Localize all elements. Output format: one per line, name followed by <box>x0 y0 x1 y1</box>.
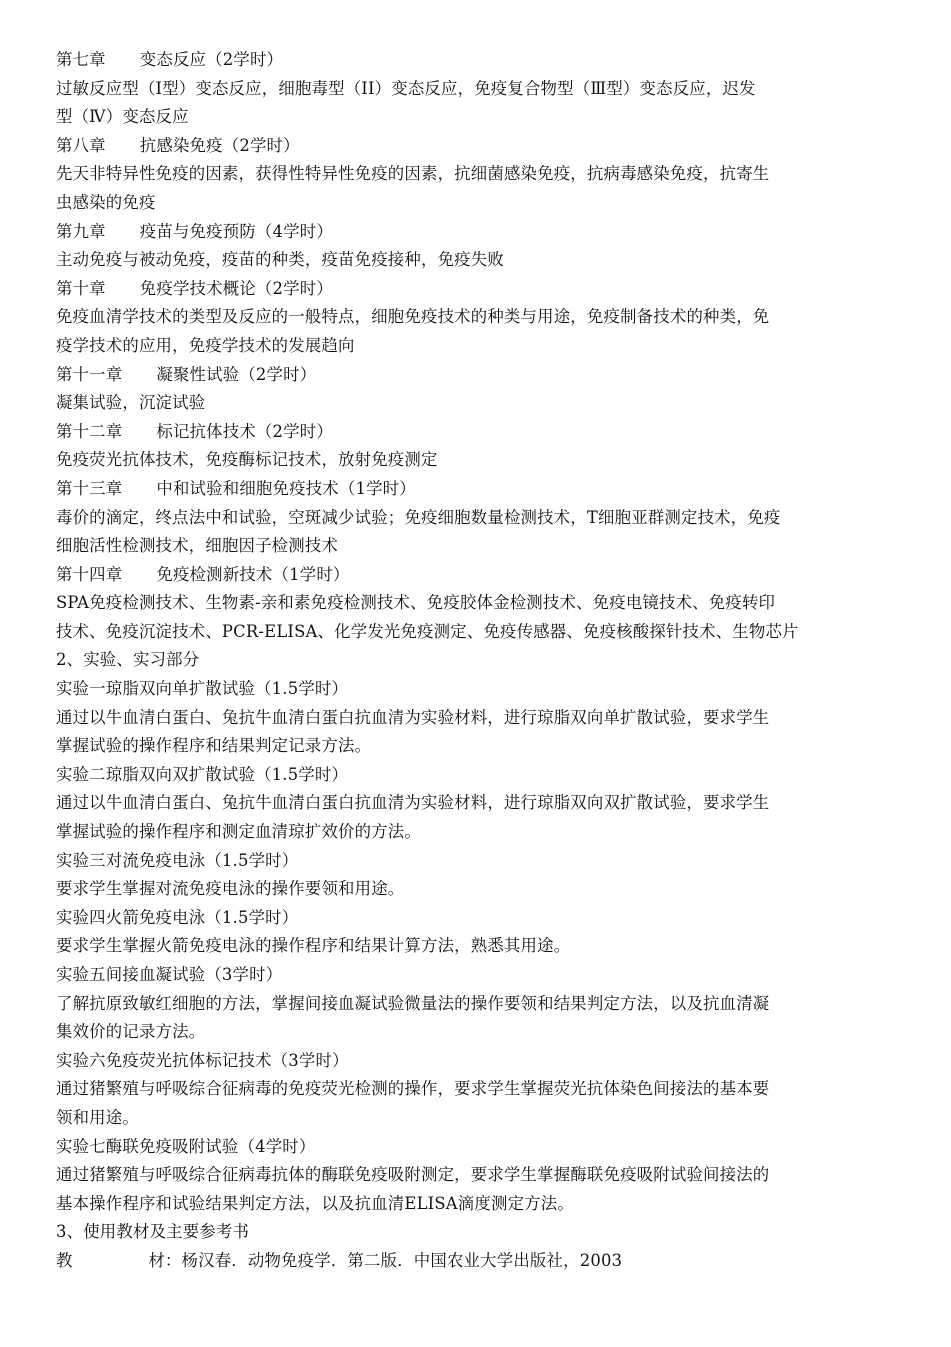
chapter-text-line: 先天非特异性免疫的因素，获得性特异性免疫的因素，抗细菌感染免疫，抗病毒感染免疫，抗寄生 <box>56 164 770 184</box>
textbook-label: 教 材： <box>56 1250 182 1270</box>
chapter-heading <box>56 418 896 447</box>
chapter-text-line: 型（Ⅳ）变态反应 <box>56 107 189 127</box>
chapter-heading <box>56 361 896 390</box>
experiment-title: 实验五间接血凝试验（3学时） <box>56 965 283 984</box>
experiment-title: 实验二琼脂双向双扩散试验（1.5学时） <box>56 764 349 784</box>
experiment-3 <box>56 847 896 904</box>
experiment-7 <box>56 1133 896 1219</box>
document-page <box>56 46 896 1276</box>
experiment-text-line: 了解抗原致敏红细胞的方法，掌握间接血凝试验微量法的操作要领和结果判定方法，以及抗血清凝 <box>56 993 770 1013</box>
experiment-title: 实验一琼脂双向单扩散试验（1.5学时） <box>56 679 349 699</box>
textbook-value: 杨汉春．动物免疫学．第二版．中国农业大学出版社，2003 <box>181 1250 623 1270</box>
chapter-text-line: 细胞活性检测技术，细胞因子检测技术 <box>56 536 339 556</box>
experiment-1 <box>56 675 896 761</box>
experiment-text-line: 通过以牛血清白蛋白、兔抗牛血清白蛋白抗血清为实验材料，进行琼脂双向单扩散试验，要求学生 <box>56 707 770 727</box>
chapter-number: 第十三章 <box>56 478 123 498</box>
chapter-number: 第七章 <box>56 50 106 69</box>
chapter-9 <box>56 218 896 275</box>
chapter-title: 中和试验和细胞免疫技术（1学时） <box>156 478 416 498</box>
experiment-title: 实验六免疫荧光抗体标记技术（3学时） <box>56 1050 349 1070</box>
experiment-4 <box>56 904 896 961</box>
chapter-number: 第十四章 <box>56 564 123 584</box>
chapter-text-line: 过敏反应型（Ⅰ型）变态反应，细胞毒型（II）变态反应，免疫复合物型（Ⅲ型）变态反应，迟发 <box>56 78 756 98</box>
experiment-text-line: 通过猪繁殖与呼吸综合征病毒抗体的酶联免疫吸附测定，要求学生掌握酶联免疫吸附试验间接法的 <box>56 1165 770 1185</box>
chapter-text-line: 疫学技术的应用，免疫学技术的发展趋向 <box>56 335 355 355</box>
chapter-13 <box>56 475 896 561</box>
chapter-heading <box>56 218 896 247</box>
chapter-text-line: 免疫血清学技术的类型及反应的一般特点，细胞免疫技术的种类与用途，免疫制备技术的种类，免 <box>56 307 770 327</box>
experiment-text-line: 掌握试验的操作程序和结果判定记录方法。 <box>56 736 372 756</box>
chapter-number: 第八章 <box>56 135 106 155</box>
section-heading: 2、实验、实习部分 <box>56 650 200 670</box>
chapter-heading <box>56 475 896 504</box>
experiment-title: 实验四火箭免疫电泳（1.5学时） <box>56 907 299 927</box>
chapter-12 <box>56 418 896 475</box>
chapter-number: 第九章 <box>56 221 106 241</box>
experiment-text-line: 要求学生掌握对流免疫电泳的操作要领和用途。 <box>56 879 405 899</box>
textbook-entry <box>56 1247 896 1276</box>
experiment-text-line: 掌握试验的操作程序和测定血清琼扩效价的方法。 <box>56 822 421 842</box>
chapter-number: 第十二章 <box>56 421 123 441</box>
chapter-text-line: 凝集试验，沉淀试验 <box>56 393 206 413</box>
experiment-text-line: 通过猪繁殖与呼吸综合征病毒的免疫荧光检测的操作，要求学生掌握荧光抗体染色间接法的基本要 <box>56 1079 770 1099</box>
chapter-text-line: 免疫荧光抗体技术，免疫酶标记技术，放射免疫测定 <box>56 450 438 470</box>
experiment-2 <box>56 761 896 847</box>
experiment-title: 实验七酶联免疫吸附试验（4学时） <box>56 1136 316 1156</box>
chapter-title: 抗感染免疫（2学时） <box>139 135 300 155</box>
experiment-text-line: 领和用途。 <box>56 1107 139 1127</box>
experiment-5 <box>56 961 896 1047</box>
experiment-text-line: 通过以牛血清白蛋白、兔抗牛血清白蛋白抗血清为实验材料，进行琼脂双向双扩散试验，要求学生 <box>56 793 770 813</box>
experiment-text-line: 集效价的记录方法。 <box>56 1022 206 1042</box>
experiment-text-line: 基本操作程序和试验结果判定方法，以及抗血清ELISA滴度测定方法。 <box>56 1193 574 1213</box>
chapter-title: 变态反应（2学时） <box>139 50 284 69</box>
chapter-heading <box>56 132 896 161</box>
chapter-title: 免疫检测新技术（1学时） <box>156 564 350 584</box>
chapter-number: 第十一章 <box>56 364 123 384</box>
chapter-heading <box>56 561 896 590</box>
chapter-10 <box>56 275 896 361</box>
chapter-text-line: SPA免疫检测技术、生物素-亲和素免疫检测技术、免疫胶体金检测技术、免疫电镜技术、免疫转印 <box>56 593 776 613</box>
chapter-8 <box>56 132 896 218</box>
chapter-14 <box>56 561 896 647</box>
chapter-11 <box>56 361 896 418</box>
chapter-text-line: 主动免疫与被动免疫，疫苗的种类，疫苗免疫接种，免疫失败 <box>56 250 504 270</box>
experiment-text-line: 要求学生掌握火箭免疫电泳的操作程序和结果计算方法，熟悉其用途。 <box>56 936 571 956</box>
chapter-heading <box>56 46 896 75</box>
chapter-title: 疫苗与免疫预防（4学时） <box>139 221 333 241</box>
chapter-title: 凝聚性试验（2学时） <box>156 364 317 384</box>
experiment-6 <box>56 1047 896 1133</box>
chapter-number: 第十章 <box>56 278 106 298</box>
chapter-heading <box>56 275 896 304</box>
chapter-7 <box>56 46 896 132</box>
chapter-text-line: 技术、免疫沉淀技术、PCR-ELISA、化学发光免疫测定、免疫传感器、免疫核酸探针技术、生物芯片 <box>56 621 799 641</box>
chapter-title: 标记抗体技术（2学时） <box>156 421 333 441</box>
chapter-text-line: 毒价的滴定，终点法中和试验，空斑减少试验；免疫细胞数量检测技术，T细胞亚群测定技术，免疫 <box>56 507 781 527</box>
chapter-text-line: 虫感染的免疫 <box>56 192 156 212</box>
experiment-title: 实验三对流免疫电泳（1.5学时） <box>56 850 299 870</box>
chapter-title: 免疫学技术概论（2学时） <box>139 278 333 298</box>
section-heading: 3、使用教材及主要参考书 <box>56 1222 250 1242</box>
